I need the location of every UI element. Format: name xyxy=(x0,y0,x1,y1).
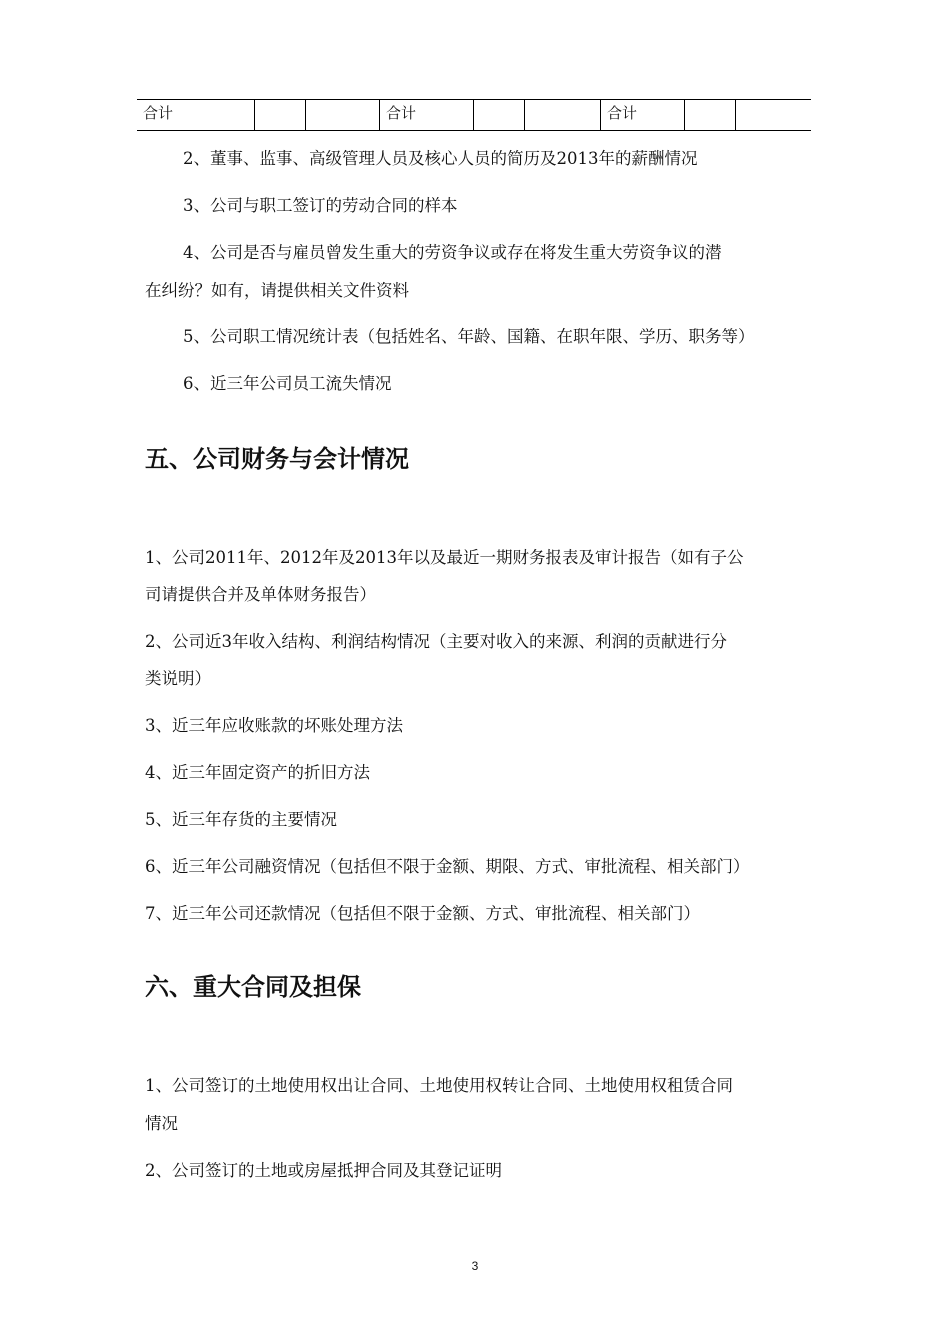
list-item: 3、公司与职工签订的劳动合同的样本 xyxy=(183,196,458,215)
list-item: 6、近三年公司融资情况（包括但不限于金额、期限、方式、审批流程、相关部门） xyxy=(145,857,750,876)
section-heading: 六、重大合同及担保 xyxy=(145,973,361,1001)
section-heading: 五、公司财务与会计情况 xyxy=(145,445,409,473)
list-item: 2、董事、监事、高级管理人员及核心人员的简历及2013年的薪酬情况 xyxy=(183,149,698,168)
list-item: 2、公司近3年收入结构、利润结构情况（主要对收入的来源、利润的贡献进行分 xyxy=(145,632,727,651)
list-item: 2、公司签订的土地或房屋抵押合同及其登记证明 xyxy=(145,1161,502,1180)
list-item: 情况 xyxy=(145,1114,178,1133)
table-cell: 合计 xyxy=(601,100,685,131)
table-cell xyxy=(736,100,812,131)
list-item: 4、近三年固定资产的折旧方法 xyxy=(145,763,370,782)
page-number: 3 xyxy=(471,1259,479,1273)
table-row xyxy=(137,100,811,131)
list-item: 1、公司签订的土地使用权出让合同、土地使用权转让合同、土地使用权租赁合同 xyxy=(145,1076,733,1095)
list-item: 4、公司是否与雇员曾发生重大的劳资争议或存在将发生重大劳资争议的潜 xyxy=(183,243,722,262)
table-cell: 合计 xyxy=(143,104,174,122)
list-item: 1、公司2011年、2012年及2013年以及最近一期财务报表及审计报告（如有子公 xyxy=(145,548,744,567)
table-cell xyxy=(474,100,525,131)
list-item: 在纠纷？如有，请提供相关文件资料 xyxy=(145,281,409,300)
table-cell: 合计 xyxy=(380,100,474,131)
list-item: 6、近三年公司员工流失情况 xyxy=(183,374,392,393)
table-cell xyxy=(525,100,601,131)
list-item: 5、近三年存货的主要情况 xyxy=(145,810,337,829)
table-cell xyxy=(255,100,306,131)
table-cell xyxy=(306,100,380,131)
totals-table xyxy=(137,99,811,131)
table-cell xyxy=(685,100,736,131)
list-item: 3、近三年应收账款的坏账处理方法 xyxy=(145,716,403,735)
list-item: 类说明） xyxy=(145,669,211,688)
list-item: 5、公司职工情况统计表（包括姓名、年龄、国籍、在职年限、学历、职务等） xyxy=(183,327,755,346)
list-item: 7、近三年公司还款情况（包括但不限于金额、方式、审批流程、相关部门） xyxy=(145,904,700,923)
list-item: 司请提供合并及单体财务报告） xyxy=(145,585,376,604)
